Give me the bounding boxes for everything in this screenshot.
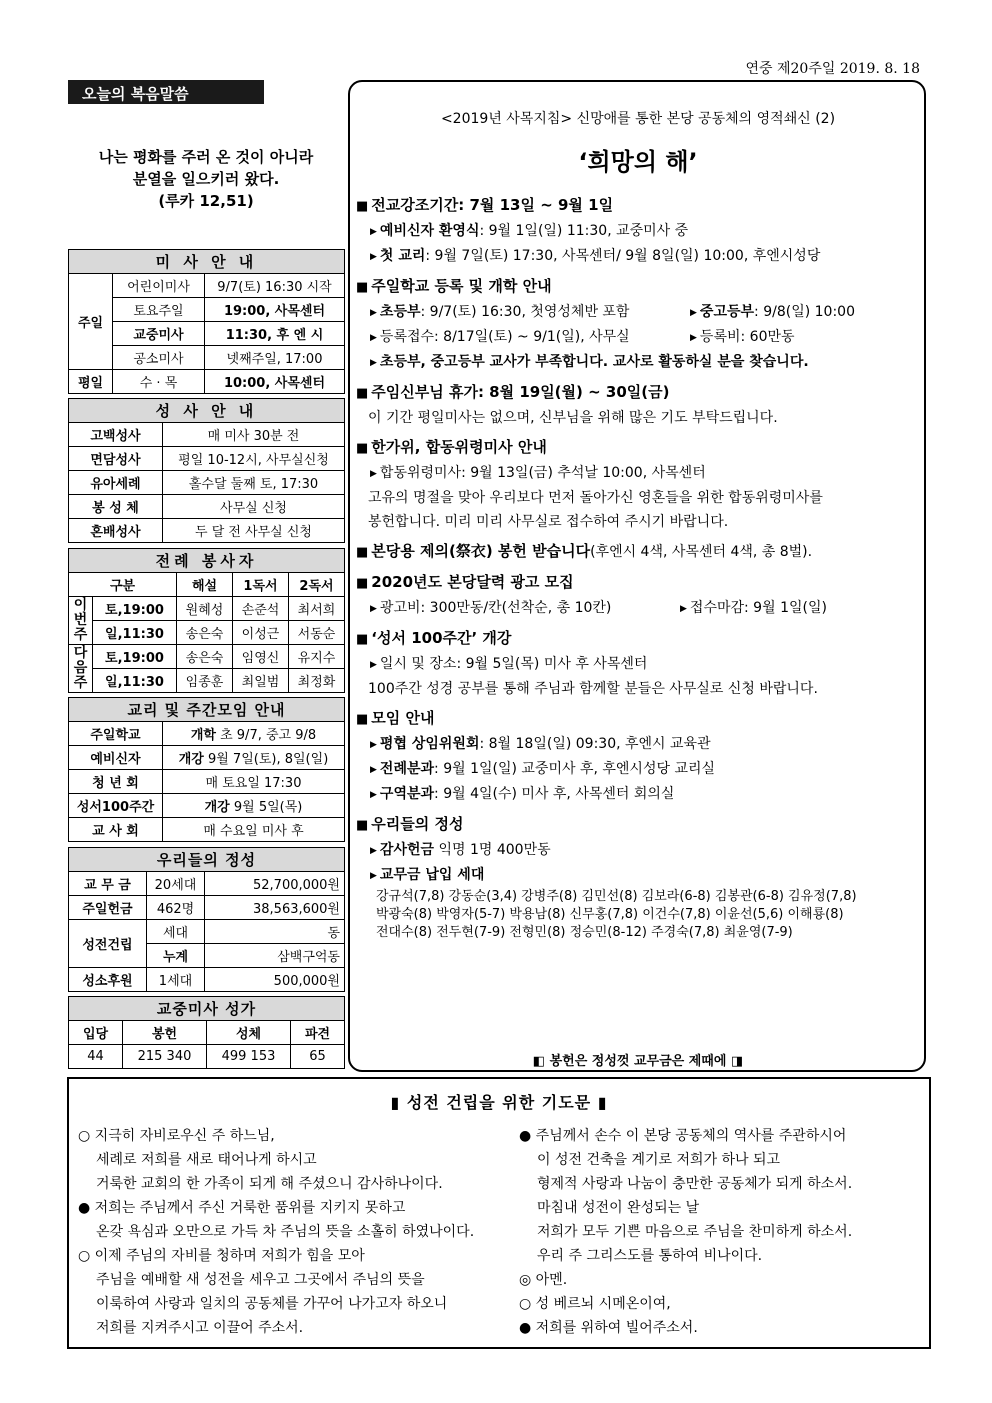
liturgy-person: 임종훈 [177, 669, 233, 693]
announcement-line: ▶ 광고비: 300만동/칸(선착순, 총 10칸) ▶ 접수마감: 9월 1일(일) [370, 600, 827, 616]
meeting-info: 매 토요일 17:30 [163, 770, 345, 794]
prayer-right-column [519, 1124, 919, 1340]
hymns-title: 교중미사 성가 [69, 997, 345, 1021]
sacrament-name: 유아세례 [69, 471, 163, 495]
liturgy-header: 구분 [69, 573, 177, 597]
prayer-line: 주님을 예배할 새 성전을 세우고 그곳에서 주님의 뜻을 [96, 1272, 425, 1288]
mass-time: 넷째주일, 17:00 [205, 346, 345, 370]
announcement-line: 이 기간 평일미사는 없으며, 신부님을 위해 많은 기도 부탁드립니다. [368, 410, 778, 426]
announcement-line: ▶ 등록접수: 8/17일(토) ~ 9/1(일), 사무실 ▶ 등록비: 60만동 [370, 329, 795, 345]
meeting-name: 교 사 회 [69, 818, 163, 842]
section-heading: ■ 본당용 제의(祭衣) 봉헌 받습니다(후엔시 4색, 사목센터 4색, 총 8벌). [356, 542, 813, 560]
hymn-number: 215 340 [123, 1045, 207, 1069]
liturgy-person: 이성근 [233, 621, 289, 645]
meeting-info: 매 수요일 미사 후 [163, 818, 345, 842]
liturgy-person: 원혜성 [177, 597, 233, 621]
offering-slogan: ◧ 봉헌은 정성껏 교무금은 제때에 ◨ [532, 1054, 744, 1069]
announcement-line: ▶ 전례분과: 9월 1일(일) 교중미사 후, 후엔시성당 교리실 [370, 761, 716, 777]
bulletin-date: 연중 제20주일 2019. 8. 18 [745, 61, 920, 77]
mass-name: 어린이미사 [113, 274, 205, 298]
hymn-header: 입당 [69, 1021, 123, 1045]
prayer-line: 마침내 성전이 완성되는 날 [537, 1200, 700, 1216]
mass-name: 공소미사 [113, 346, 205, 370]
pastoral-title: ‘희망의 해’ [578, 148, 698, 176]
announcement-line: ▶ 초등부: 9/7(토) 16:30, 첫영성체반 포함 ▶ 중고등부: 9/8(일) 10:00 [370, 304, 855, 320]
donor-names: 전대수(8) 전두현(7-9) 전형민(8) 정승민(8-12) 주경숙(7,8) 최윤영(7-9) [376, 925, 793, 940]
gospel-line-2: 분열을 일으키러 왔다. [132, 170, 280, 188]
section-heading: ■ 한가위, 합동위령미사 안내 [356, 438, 547, 456]
mass-guide-title: 미 사 안 내 [69, 250, 345, 274]
section-heading: ■ 모임 안내 [356, 709, 435, 727]
offering-table [68, 847, 345, 992]
bible-study-section [356, 626, 920, 701]
calendar-ad-section [356, 570, 920, 621]
announcement-line: ▶ 예비신자 환영식: 9월 1일(일) 11:30, 교중미사 중 [370, 223, 689, 239]
liturgy-time: 토,19:00 [93, 597, 177, 621]
offering-count: 1세대 [147, 968, 205, 992]
section-heading: ■ 전교강조기간: 7월 13일 ~ 9월 1일 [356, 196, 614, 214]
offering-name: 성소후원 [69, 968, 147, 992]
mass-name: 교중미사 [113, 322, 205, 346]
building-fund-label: 성전건립 [69, 920, 147, 968]
offering-count: 462명 [147, 896, 205, 920]
offering-amount: 38,563,600원 [205, 896, 345, 920]
meeting-info: 개학 초 9/7, 중고 9/8 [163, 722, 345, 746]
prayer-line: 온갖 욕심과 오만으로 가득 차 주님의 뜻을 소홀히 하였나이다. [96, 1224, 475, 1240]
section-heading: ■ 우리들의 정성 [356, 815, 464, 833]
liturgy-person: 최정화 [289, 669, 345, 693]
sunday-school-section [356, 274, 920, 375]
meetings-section [356, 706, 920, 807]
announcement-line: ▶ 구역분과: 9월 4일(수) 미사 후, 사목센터 회의실 [370, 786, 675, 802]
liturgy-person: 송은숙 [177, 645, 233, 669]
meeting-name: 청 년 회 [69, 770, 163, 794]
announcement-line: ▶ 합동위령미사: 9월 13일(금) 추석날 10:00, 사목센터 [370, 465, 706, 481]
offering-name: 주일헌금 [69, 896, 147, 920]
section-heading: ■ ‘성서 100주간’ 개강 [356, 629, 512, 647]
section-heading: ■ 주일학교 등록 및 개학 안내 [356, 277, 552, 295]
catechism-table [68, 697, 345, 842]
hymn-header: 파견 [291, 1021, 345, 1045]
pastor-vacation-section [356, 380, 920, 430]
sacraments-table [68, 398, 345, 543]
mass-name: 토요주일 [113, 298, 205, 322]
vestment-section [356, 539, 920, 565]
gospel-reference: (루카 12,51) [158, 192, 254, 210]
announcement-line: 고유의 명절을 맞아 우리보다 먼저 돌아가신 영혼들을 위한 합동위령미사를 [368, 490, 823, 506]
mass-time: 9/7(토) 16:30 시작 [205, 274, 345, 298]
announcement-line: 100주간 성경 공부를 통해 주님과 함께할 분들은 사무실로 신청 바랍니다. [368, 681, 818, 697]
offering-amount: 삼백구억동 [205, 944, 345, 968]
offering-amount: 52,700,000원 [205, 872, 345, 896]
liturgy-person: 유지수 [289, 645, 345, 669]
hymn-header: 봉헌 [123, 1021, 207, 1045]
evangelization-section [356, 193, 920, 269]
section-heading: ■ 주임신부님 휴가: 8월 19일(월) ~ 30일(금) [356, 383, 670, 401]
pastoral-subtitle: <2019년 사목지침> 신망애를 통한 본당 공동체의 영적쇄신 (2) [440, 111, 836, 127]
mass-time: 11:30, 후 엔 시 [205, 322, 345, 346]
prayer-line: ● 저희를 위하여 빌어주소서. [519, 1320, 698, 1336]
gospel-quote [68, 146, 344, 212]
announcement-line: 봉헌합니다. 미리 미리 사무실로 접수하여 주시기 바랍니다. [368, 514, 729, 530]
hymn-number: 499 153 [207, 1045, 291, 1069]
prayer-line: ○ 이제 주님의 자비를 청하며 저희가 힘을 모아 [78, 1248, 365, 1264]
announcement-line: ▶ 일시 및 장소: 9월 5일(목) 미사 후 사목센터 [370, 656, 648, 672]
liturgy-person: 최서희 [289, 597, 345, 621]
prayer-line: 우리 주 그리스도를 통하여 비나이다. [537, 1248, 763, 1264]
mass-time: 10:00, 사목센터 [205, 370, 345, 394]
prayer-line: 세례로 저희를 새로 태어나게 하시고 [96, 1152, 317, 1168]
mass-time: 19:00, 사목센터 [205, 298, 345, 322]
liturgy-person: 손준석 [233, 597, 289, 621]
prayer-line: ● 주님께서 손수 이 본당 공동체의 역사를 주관하시어 [519, 1128, 847, 1144]
liturgy-header: 2독서 [289, 573, 345, 597]
liturgy-time: 일,11:30 [93, 669, 177, 693]
offering-name: 교 무 금 [69, 872, 147, 896]
liturgy-person: 임영신 [233, 645, 289, 669]
prayer-line: ○ 지극히 자비로우신 주 하느님, [78, 1128, 275, 1144]
offering-section [356, 812, 920, 942]
liturgy-time: 토,19:00 [93, 645, 177, 669]
mass-guide-table [68, 249, 345, 394]
gospel-line-1: 나는 평화를 주러 온 것이 아니라 [98, 148, 314, 166]
liturgy-table [68, 548, 345, 693]
mass-name: 수 · 목 [113, 370, 205, 394]
sacrament-name: 면담성사 [69, 447, 163, 471]
prayer-line: 형제적 사랑과 나눔이 충만한 공동체가 되게 하소서. [537, 1176, 853, 1192]
offering-count: 누계 [147, 944, 205, 968]
sacrament-name: 봉 성 체 [69, 495, 163, 519]
sacrament-info: 홀수달 둘째 토, 17:30 [163, 471, 345, 495]
meeting-info: 개강 9월 5일(목) [163, 794, 345, 818]
announcement-line: ▶ 교무금 납입 세대 [370, 867, 485, 883]
offering-count: 20세대 [147, 872, 205, 896]
prayer-line: ◎ 아멘. [519, 1272, 568, 1288]
hymn-number: 44 [69, 1045, 123, 1069]
announcement-line: ▶ 첫 교리: 9월 7일(토) 17:30, 사목센터/ 9월 8일(일) 10:00, 후엔시성당 [370, 248, 821, 264]
meeting-name: 주일학교 [69, 722, 163, 746]
offering-amount: 500,000원 [205, 968, 345, 992]
sacrament-info: 평일 10-12시, 사무실신청 [163, 447, 345, 471]
liturgy-header: 1독서 [233, 573, 289, 597]
liturgy-person: 최일범 [233, 669, 289, 693]
announcement-line: ▶ 감사헌금 익명 1명 400만동 [370, 842, 551, 858]
prayer-line: ● 저희는 주님께서 주신 거룩한 품위를 지키지 못하고 [78, 1200, 406, 1216]
hymn-header: 성체 [207, 1021, 291, 1045]
offering-amount: 동 [205, 920, 345, 944]
prayer-line: 저희가 모두 기쁜 마음으로 주님을 찬미하게 하소서. [537, 1224, 853, 1240]
offering-title: 우리들의 정성 [69, 848, 345, 872]
prayer-left-column [78, 1124, 498, 1340]
announcement-line: ▶ 평협 상임위원회: 8월 18일(일) 09:30, 후엔시 교육관 [370, 736, 711, 752]
liturgy-title: 전례 봉사자 [69, 549, 345, 573]
liturgy-time: 일,11:30 [93, 621, 177, 645]
gospel-title: 오늘의 복음말씀 [68, 80, 264, 104]
meeting-name: 예비신자 [69, 746, 163, 770]
prayer-line: ○ 성 베르뇌 시메온이여, [519, 1296, 671, 1312]
announcements [356, 108, 920, 947]
meeting-name: 성서100주간 [69, 794, 163, 818]
sacraments-title: 성 사 안 내 [69, 399, 345, 423]
announcement-line: ▶ 초등부, 중고등부 교사가 부족합니다. 교사로 활동하실 분을 찾습니다. [370, 354, 809, 370]
liturgy-person: 송은숙 [177, 621, 233, 645]
offering-count: 세대 [147, 920, 205, 944]
sunday-label: 주일 [69, 274, 113, 370]
weekday-label: 평일 [69, 370, 113, 394]
meeting-info: 개강 9월 7일(토), 8일(일) [163, 746, 345, 770]
prayer-line: 거룩한 교회의 한 가족이 되게 해 주셨으니 감사하나이다. [96, 1176, 443, 1192]
prayer-line: 이룩하여 사랑과 일치의 공동체를 가꾸어 나가고자 하오니 [96, 1296, 448, 1312]
sacrament-info: 매 미사 30분 전 [163, 423, 345, 447]
catechism-title: 교리 및 주간모임 안내 [69, 698, 345, 722]
this-week-label: 이 번 주 [69, 597, 93, 645]
chuseok-section [356, 435, 920, 534]
donor-names: 강규석(7,8) 강동순(3,4) 강병주(8) 김민선(8) 김보라(6-8) 김봉관(6-8) 김유정(7,8) [376, 889, 857, 904]
sacrament-info: 사무실 신청 [163, 495, 345, 519]
sacrament-name: 고백성사 [69, 423, 163, 447]
liturgy-header: 해설 [177, 573, 233, 597]
sacrament-info: 두 달 전 사무실 신청 [163, 519, 345, 543]
prayer-line: 저희를 지켜주시고 이끌어 주소서. [96, 1320, 304, 1336]
next-week-label: 다 음 주 [69, 645, 93, 693]
donor-names: 박광숙(8) 박영자(5-7) 박용남(8) 신무홍(7,8) 이건수(7,8) 이윤선(5,6) 이해룡(8) [376, 907, 844, 922]
prayer-line: 이 성전 건축을 계기로 저희가 하나 되고 [537, 1152, 781, 1168]
hymns-table [68, 996, 345, 1069]
prayer-title: ▮ 성전 건립을 위한 기도문 ▮ [390, 1093, 608, 1112]
liturgy-person: 서동순 [289, 621, 345, 645]
hymn-number: 65 [291, 1045, 345, 1069]
sacrament-name: 혼배성사 [69, 519, 163, 543]
section-heading: ■ 2020년도 본당달력 광고 모집 [356, 573, 574, 591]
